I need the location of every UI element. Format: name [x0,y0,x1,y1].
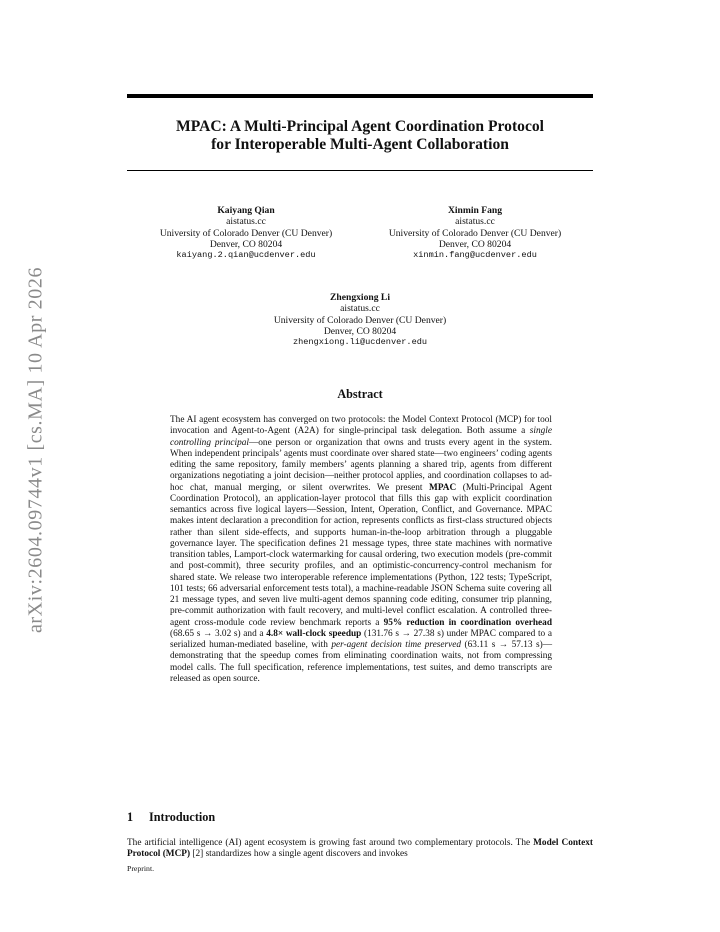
title-bottom-rule [127,170,593,171]
author-address: Denver, CO 80204 [438,238,512,250]
section-title: Introduction [149,810,216,824]
author-org: aistatus.cc [455,216,495,228]
title-top-rule [127,94,593,98]
author-address: Denver, CO 80204 [323,325,397,337]
author-block-3 [274,292,446,348]
abstract-text: (68.65 s → 3.02 s) and a [170,628,267,639]
intro-bold: Model Context Protocol (MCP) [127,838,593,860]
paper-title [127,118,593,154]
author-name: Xinmin Fang [447,205,503,216]
author-name: Kaiyang Qian [217,205,275,216]
abstract-text: The AI agent ecosystem has converged on two protocols: the Model Context Protocol (MCP) for tool invocation and Agent-to-Agent (A2A) for single-principal task delegation. Both assume a [170,415,552,437]
author-affiliation: University of Colorado Denver (CU Denver) [388,227,562,239]
author-email[interactable]: kaiyang.2.qian@ucdenver.edu [176,250,316,261]
author-block-2 [389,205,561,261]
author-affiliation: University of Colorado Denver (CU Denver) [273,314,447,326]
author-name: Zhengxiong Li [330,292,390,303]
author-block-1 [160,205,332,261]
abstract-body [170,415,552,685]
intro-text: [2] standardizes how a single agent discovers and invokes [190,849,408,860]
arxiv-identifier: arXiv:2604.09744v1 [cs.MA] 10 Apr 2026 [24,266,47,634]
abstract-text: (Multi-Principal Agent Coordination Protocol), an application-layer protocol that fills this gap with explicit coordination semantics across five logical layers—Session, Intent, Operation, Conflict, and Governance. MPAC makes intent declaration a precondition for action, represents conflicts as first-class structured objects rather than silent side-effects, and supports human-in-the-loop arbitration through a pluggable governance layer. The specification defines 21 message types, three state machines with normative transition tables, Lamport-clock watermarking for causal ordering, two execution models (pre-commit and post-commit), three security profiles, and an optimistic-concurrency-control mechanism for shared state. We release two interoperable reference implementations (Python, 122 tests; TypeScript, 101 tests; 66 adversarial enforcement tests total), a machine-readable JSON Schema suite covering all 21 message types, and seven live multi-agent demos spanning code editing, consumer trip planning, pre-commit authorization with fault recovery, and multi-level conflict escalation. A controlled three-agent cross-module code review benchmark reports a [170,482,552,628]
abstract-emphasis: single controlling principal [170,426,552,448]
abstract-bold: MPAC [429,482,457,493]
abstract-text: (63.11 s → 57.13 s)—demonstrating that the speedup comes from eliminating coordination waits, not from compressing model calls. The full specification, reference implementations, test suites, and demo transcripts are released as open source. [170,640,552,684]
abstract-bold: 95% reduction in coordination overhead [383,617,553,628]
author-address: Denver, CO 80204 [209,238,283,250]
abstract-heading: Abstract [337,387,383,401]
introduction-paragraph [127,838,593,861]
author-email[interactable]: xinmin.fang@ucdenver.edu [413,250,537,261]
abstract-emphasis: per-agent decision time preserved [331,640,462,650]
section-number: 1 [127,810,134,824]
author-org: aistatus.cc [340,303,380,315]
section-heading-introduction [127,810,215,825]
title-line-2: for Interoperable Multi-Agent Collaboration [211,136,509,153]
title-line-1: MPAC: A Multi-Principal Agent Coordination Protocol [175,118,544,135]
author-affiliation: University of Colorado Denver (CU Denver) [159,227,333,239]
intro-text: The artificial intelligence (AI) agent ecosystem is growing fast around two complementary protocols. The [127,838,534,848]
preprint-footer: Preprint. [127,864,155,873]
author-org: aistatus.cc [226,216,266,228]
abstract-text: (131.76 s → 27.38 s) under MPAC compared to a serialized human-mediated baseline, with [170,628,552,650]
abstract-bold: 4.8× wall-clock speedup [266,628,362,639]
abstract-text: —one person or organization that owns and trusts every agent in the system. When independent principals’ agents must coordinate over shared state—two engineers’ coding agents editing the same repository, family members’ agents planning a shared trip, agents from different organizations negotiating a joint decision—neither protocol applies, and coordination collapses to ad-hoc chat, manual merging, or silent overwrites. We present [170,437,552,493]
author-email[interactable]: zhengxiong.li@ucdenver.edu [292,337,428,348]
